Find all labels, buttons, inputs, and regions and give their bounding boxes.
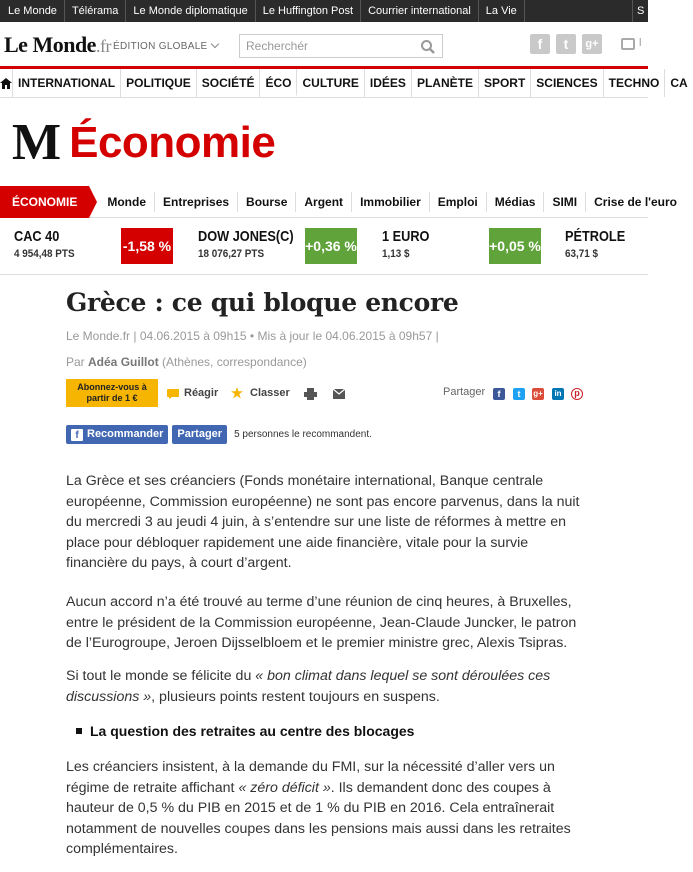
network-bar: [0, 0, 648, 22]
search-icon[interactable]: [420, 39, 436, 55]
article-headline: Grèce : ce qui bloque encore: [66, 288, 459, 317]
ticker-change: +0,36 %: [305, 238, 357, 254]
byline-prefix: Par: [66, 355, 89, 369]
paragraph-4-text-a: Les créanciers insistent, à la demande du FMI, sur la nécessité d’aller vers un régime de retraite affichant: [66, 759, 555, 796]
paragraph-3-text-a: Si tout le monde se félicite du: [66, 668, 256, 684]
facebook-icon: f: [71, 429, 83, 441]
fb-share-button[interactable]: [172, 425, 227, 444]
home-icon: [0, 78, 12, 89]
subnav-simi[interactable]: SIMI: [544, 192, 586, 212]
ticker-value: 18 076,27 PTS: [198, 248, 265, 260]
ticker-value: 4 954,48 PTS: [14, 248, 75, 260]
paragraph-4: [66, 757, 586, 860]
ticker-item-dow-jones[interactable]: [198, 228, 311, 260]
subscribe-button[interactable]: Abonnez-vous à partir de 1 €: [66, 379, 158, 407]
tablet-label: l: [639, 37, 642, 49]
react-button[interactable]: Réagir: [184, 387, 219, 399]
network-link-more[interactable]: S: [632, 0, 648, 22]
network-link-diplomatique[interactable]: Le Monde diplomatique: [126, 0, 255, 22]
network-link-la-vie[interactable]: La Vie: [479, 0, 525, 22]
paragraph-1: La Grèce et ses créanciers (Fonds monétaire international, Banque centrale européenne, Commission européenne) ne sont pas encore parvenus, dans la nuit du mercredi 3 au jeudi 4 juin, à s’entendre sur une liste de réformes à mettre en place pour débloquer rapidement une aide financière, vitale pour la survie financière du pays, à court d’argent.: [66, 473, 580, 571]
ticker-value: 63,71 $: [565, 248, 599, 260]
ticker-name: DOW JONES(C): [198, 228, 294, 245]
email-icon[interactable]: [333, 389, 345, 399]
classify-button[interactable]: Classer: [250, 387, 290, 399]
share-label: Partager: [443, 386, 486, 398]
author-name[interactable]: Adéa Guillot: [88, 355, 159, 369]
facebook-share-icon[interactable]: f: [493, 388, 505, 400]
ticker-change-badge: [121, 228, 173, 264]
section-header: [12, 113, 275, 173]
ticker-item-euro[interactable]: [382, 228, 438, 260]
section-sub-nav: [0, 186, 678, 218]
google-plus-icon[interactable]: g+: [582, 34, 602, 54]
article-toolbar: [66, 379, 586, 407]
tablet-icon[interactable]: [621, 38, 635, 50]
ticker-name: 1 EURO: [382, 228, 430, 245]
nav-idees[interactable]: IDÉES: [365, 69, 412, 97]
network-link-huffington[interactable]: Le Huffington Post: [256, 0, 361, 22]
site-logo[interactable]: [4, 32, 111, 58]
nav-planete[interactable]: PLANÈTE: [412, 69, 479, 97]
network-link-le-monde[interactable]: Le Monde: [0, 0, 65, 22]
nav-culture[interactable]: CULTURE: [297, 69, 364, 97]
facebook-icon[interactable]: f: [530, 34, 550, 54]
paragraph-4-quote: « zéro déficit »: [238, 779, 331, 796]
nav-sport[interactable]: SPORT: [479, 69, 531, 97]
home-button[interactable]: [0, 69, 13, 97]
paragraph-4-text-b: . Ils demandent donc des coupes à hauteur de 0,5 % du PIB en 2015 et de 1 % du PIB en 2016. Cela entraînerait notamment de nouvelles coupes dans les pensions mais aussi dans les retraites complémentaires.: [66, 779, 571, 857]
google-plus-share-icon[interactable]: g+: [533, 389, 543, 398]
subnav-argent[interactable]: Argent: [296, 192, 352, 212]
linkedin-share-icon[interactable]: in: [552, 388, 564, 400]
fb-share-label: Partager: [177, 428, 223, 440]
section-title: Économie: [69, 118, 276, 167]
logo-suffix: .fr: [95, 36, 111, 56]
paragraph-3-quote: « bon climat dans lequel se sont déroulées ces discussions »: [66, 668, 551, 705]
ticker-change: +0,05 %: [489, 238, 541, 254]
edition-label: ÉDITION GLOBALE: [113, 41, 208, 52]
subnav-medias[interactable]: Médias: [487, 192, 545, 212]
twitter-icon[interactable]: t: [556, 34, 576, 54]
fb-count: 5 personnes le recommandent.: [234, 429, 372, 440]
ticker-value: 1,13 $: [382, 248, 410, 260]
edition-selector[interactable]: [113, 41, 218, 52]
paragraph-2: Aucun accord n’a été trouvé au terme d’une réunion de cinq heures, à Bruxelles, entre le président de la Commission européenne, Jean-Claude Juncker, le patron de l’Eurogroupe, Jeroen Dijsselbloem et le premier ministre grec, Alexis Tsipras.: [66, 594, 577, 651]
ticker-change: -1,58 %: [122, 238, 172, 254]
search-input[interactable]: [240, 35, 410, 57]
ticker-name: PÉTROLE: [565, 228, 626, 245]
nav-more[interactable]: CA: [670, 76, 688, 90]
subnav-emploi[interactable]: Emploi: [430, 192, 487, 212]
network-link-courrier[interactable]: Courrier international: [361, 0, 479, 22]
chevron-down-icon: [210, 40, 218, 48]
subnav-monde[interactable]: Monde: [99, 192, 155, 212]
pinterest-share-icon[interactable]: p: [571, 388, 583, 400]
nav-sciences[interactable]: SCIENCES: [531, 69, 603, 97]
article-subheading: [76, 723, 414, 739]
paragraph-3-text-b: , plusieurs points restent toujours en suspens.: [151, 688, 440, 705]
nav-societe[interactable]: SOCIÉTÉ: [197, 69, 261, 97]
facebook-bar: [66, 425, 372, 444]
ticker-change-badge: [305, 228, 357, 264]
subnav-economie[interactable]: ÉCONOMIE: [0, 186, 89, 218]
brand-row: [0, 22, 648, 66]
subnav-bourse[interactable]: Bourse: [238, 192, 296, 212]
ticker-item-cac40[interactable]: [14, 228, 81, 260]
subnav-entreprises[interactable]: Entreprises: [155, 192, 238, 212]
network-link-telerama[interactable]: Télérama: [65, 0, 126, 22]
nav-politique[interactable]: POLITIQUE: [121, 69, 197, 97]
fb-recommend-button[interactable]: [66, 425, 168, 444]
twitter-share-icon[interactable]: t: [513, 388, 525, 400]
print-icon[interactable]: [304, 388, 317, 400]
paragraph-3: [66, 666, 586, 707]
subnav-crise-euro[interactable]: Crise de l'euro: [594, 194, 678, 209]
ticker-change-badge: [489, 228, 541, 264]
comment-icon: [167, 389, 179, 399]
byline-suffix: (Athènes, correspondance): [158, 355, 307, 369]
ticker-name: CAC 40: [14, 228, 60, 245]
fb-recommend-label: Recommander: [87, 428, 164, 440]
nav-international[interactable]: INTERNATIONAL: [13, 69, 121, 97]
logo-text: Le Monde: [4, 32, 96, 57]
ticker-item-petrole[interactable]: [565, 228, 636, 260]
search-box: [239, 34, 443, 58]
article-byline: [66, 355, 586, 369]
subheading-text: La question des retraites au centre des blocages: [90, 723, 415, 739]
main-nav: [0, 66, 688, 98]
nav-techno[interactable]: TECHNO: [604, 69, 666, 97]
article-meta: Le Monde.fr | 04.06.2015 à 09h15 • Mis à jour le 04.06.2015 à 09h57 |: [66, 329, 439, 343]
nav-eco[interactable]: ÉCO: [260, 69, 297, 97]
subnav-immobilier[interactable]: Immobilier: [352, 192, 430, 212]
star-icon: [231, 387, 243, 399]
bullet-icon: [76, 728, 82, 734]
section-logo-letter: M: [12, 114, 58, 171]
